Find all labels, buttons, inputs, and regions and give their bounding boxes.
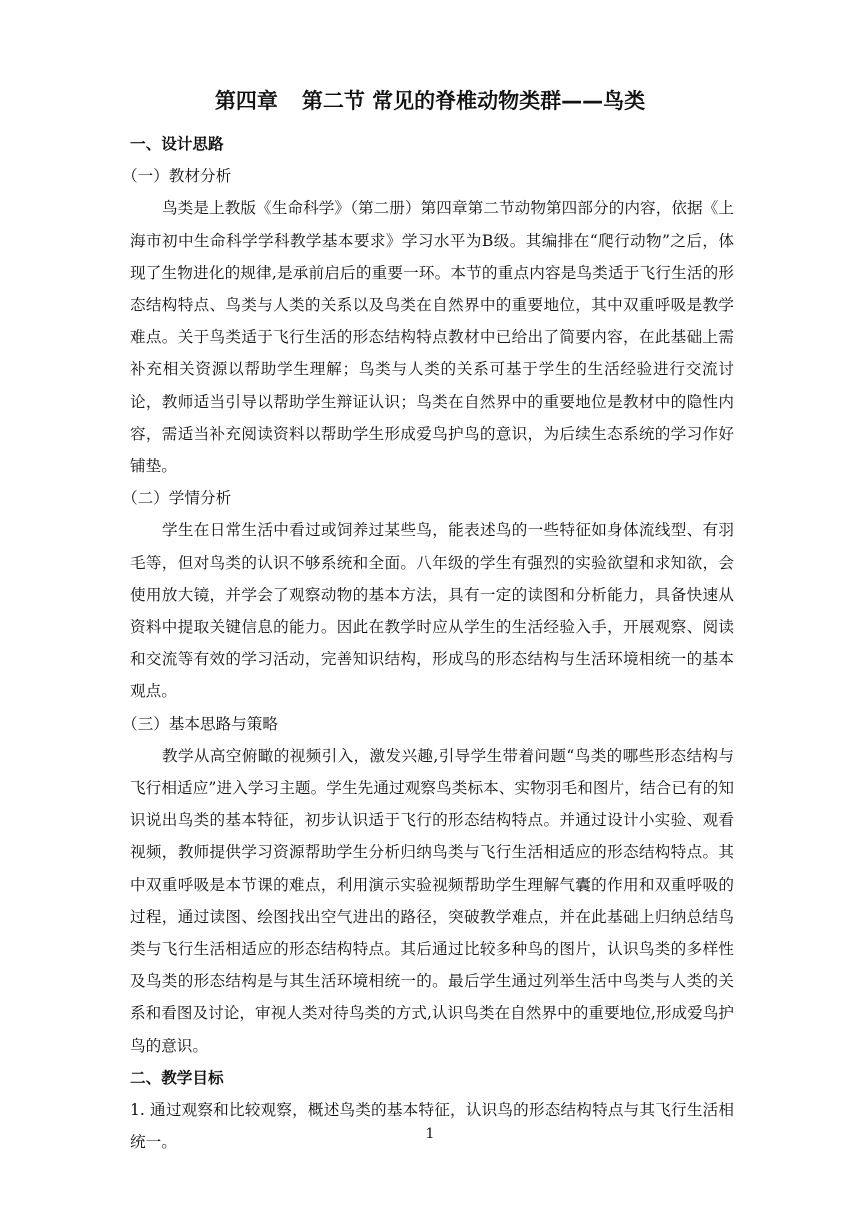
- heading-design-ideas: 一、设计思路: [130, 135, 224, 153]
- page-title: [120, 86, 740, 116]
- document-body: [122, 128, 734, 1159]
- section-label: 第二节 常见的脊椎动物类群——鸟类: [301, 89, 646, 113]
- chapter-label: 第四章: [214, 89, 278, 113]
- subheading-strategy: （三）基本思路与策略: [122, 714, 278, 733]
- list-item-goal-1: 1. 通过观察和比较观察，概述鸟类的基本特征，认识鸟的形态结构特点与其飞行生活相统一。: [130, 1101, 734, 1152]
- subheading-student-analysis: （二）学情分析: [122, 489, 232, 508]
- page-number: 1: [425, 1126, 435, 1142]
- paragraph-student-analysis: 学生在日常生活中看过或饲养过某些鸟，能表述鸟的一些特征如身体流线型、有羽毛等，但对鸟类的认识不够系统和全面。八年级的学生有强烈的实验欲望和求知欲，会使用放大镜，并学会了观察动物的基本方法，具有一定的读图和分析能力，具备快速从资料中提取关键信息的能力。因此在教学时应从学生的生活经验入手，开展观察、阅读和交流等有效的学习活动，完善知识结构，形成鸟的形态结构与生活环境相统一的基本观点。: [130, 521, 734, 701]
- heading-teaching-goals: 二、教学目标: [130, 1068, 224, 1087]
- paragraph-textbook-analysis: 鸟类是上教版《生命科学》（第二册）第四章第二节动物第四部分的内容，依据《上海市初中生命科学学科教学基本要求》学习水平为B级。其编排在“爬行动物”之后，体现了生物进化的规律,是承前启后的重要一环。本节的重点内容是鸟类适于飞行生活的形态结构特点、鸟类与人类的关系以及鸟类在自然界中的重要地位，其中双重呼吸是教学难点。关于鸟类适于飞行生活的形态结构特点教材中已给出了简要内容，在此基础上需补充相关资源以帮助学生理解；鸟类与人类的关系可基于学生的生活经验进行交流讨论，教师适当引导以帮助学生辩证认识；鸟类在自然界中的重要地位是教材中的隐性内容，需适当补充阅读资料以帮助学生形成爱鸟护鸟的意识，为后续生态系统的学习作好铺垫。: [130, 199, 734, 476]
- paragraph-strategy: 教学从高空俯瞰的视频引入，激发兴趣,引导学生带着问题“鸟类的哪些形态结构与飞行相适应”进入学习主题。学生先通过观察鸟类标本、实物羽毛和图片，结合已有的知识说出鸟类的基本特征，初步认识适于飞行的形态结构特点。并通过设计小实验、观看视频，教师提供学习资源帮助学生分析归纳鸟类与飞行生活相适应的形态结构特点。其中双重呼吸是本节课的难点，利用演示实验视频帮助学生理解气囊的作用和双重呼吸的过程，通过读图、绘图找出空气进出的路径，突破教学难点，并在此基础上归纳总结鸟类与飞行生活相适应的形态结构特点。其后通过比较多种鸟的图片，认识鸟类的多样性及鸟类的形态结构是与其生活环境相统一的。最后学生通过列举生活中鸟类与人类的关系和看图及讨论，审视人类对待鸟类的方式,认识鸟类在自然界中的重要地位,形成爱鸟护鸟的意识。: [130, 746, 734, 1055]
- subheading-textbook-analysis: （一）教材分析: [122, 167, 232, 186]
